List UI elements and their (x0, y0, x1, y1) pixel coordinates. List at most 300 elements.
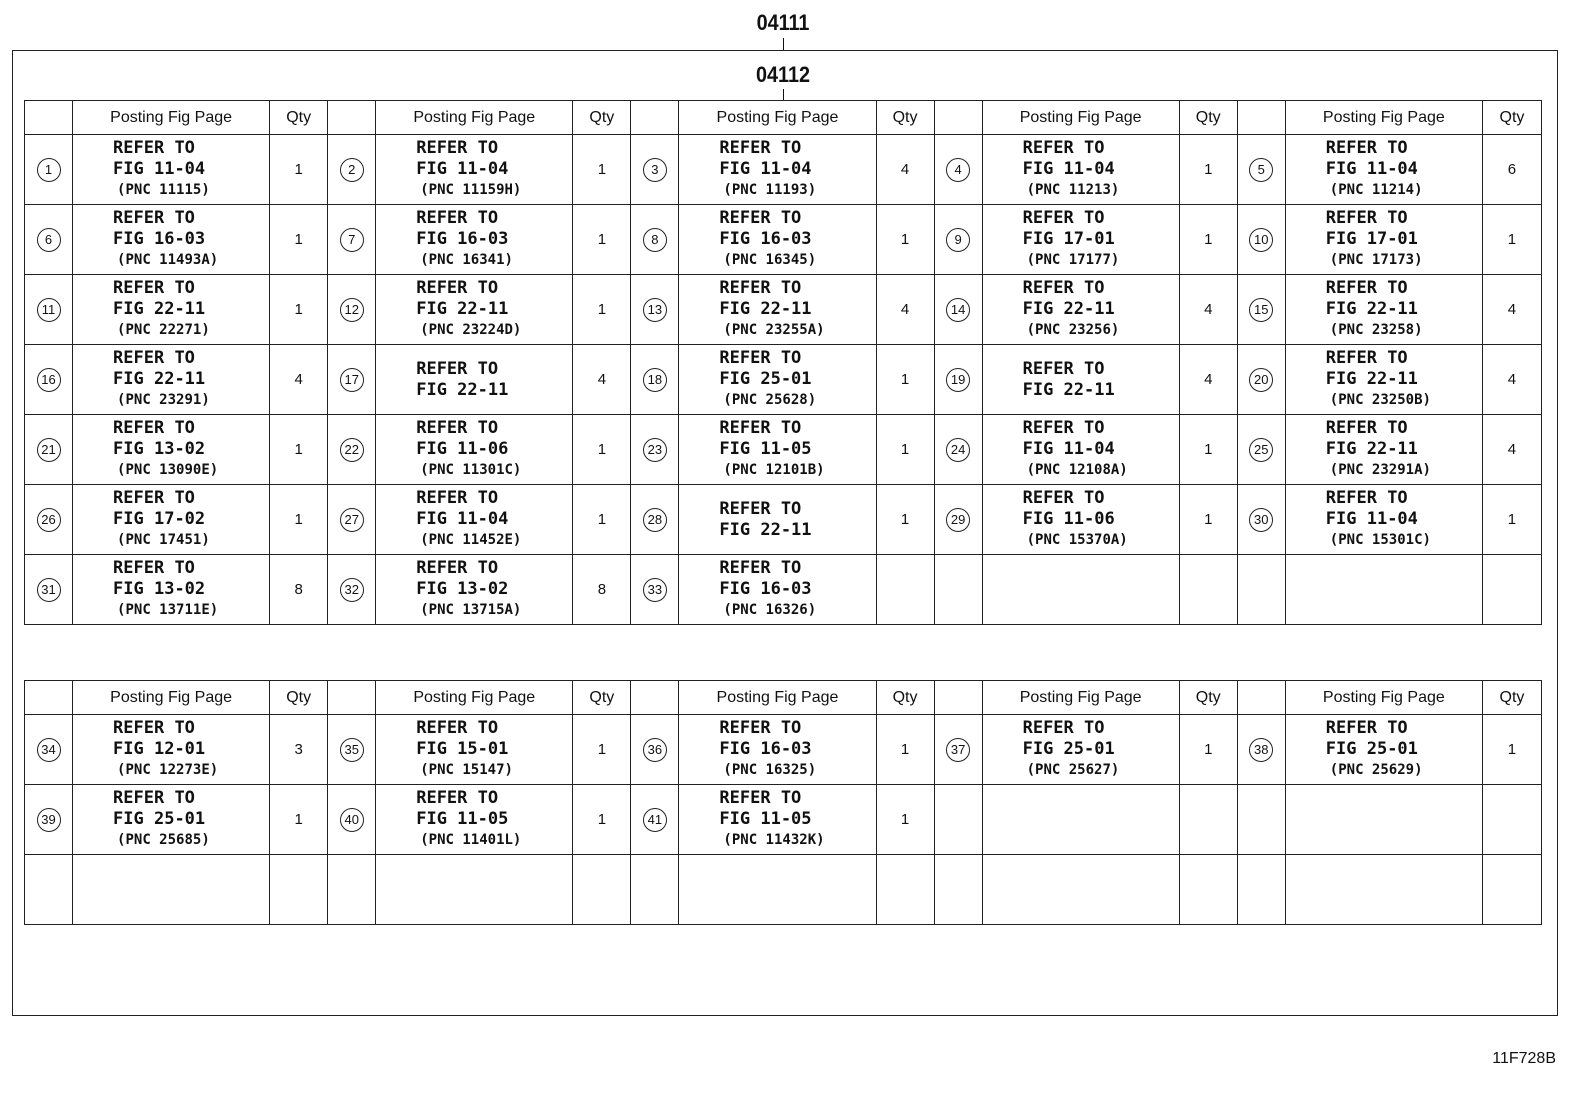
refer-to-text: REFER TO (1325, 488, 1408, 508)
item-number-badge: 1 (37, 158, 61, 182)
fig-ref-text: FIG 22-11 (416, 299, 509, 319)
qty-cell: 1 (573, 785, 631, 855)
assembly-label-04111: 04111 (756, 10, 810, 35)
item-number-badge: 15 (1249, 298, 1273, 322)
reference-cell (73, 345, 270, 415)
qty-cell: 3 (270, 715, 328, 785)
item-number-cell (1237, 415, 1285, 485)
header-posting-fig-page: Posting Fig Page (1285, 681, 1482, 715)
qty-cell: 1 (1482, 205, 1541, 275)
item-number-cell (328, 275, 376, 345)
fig-ref-text: FIG 11-04 (113, 159, 206, 179)
refer-to-text: REFER TO (1022, 718, 1105, 738)
item-number-cell (631, 715, 679, 785)
qty-cell: 8 (270, 555, 328, 625)
refer-to-text: REFER TO (719, 348, 802, 368)
item-number-cell (25, 205, 73, 275)
fig-ref-text: FIG 11-06 (416, 439, 509, 459)
item-number-cell (328, 855, 376, 925)
reference-cell (376, 855, 573, 925)
item-number-badge: 7 (340, 228, 364, 252)
qty-cell: 6 (1482, 135, 1541, 205)
pnc-text: (PNC 25629) (1329, 762, 1423, 778)
pnc-text: (PNC 11193) (723, 182, 817, 198)
fig-ref-text: FIG 22-11 (1325, 299, 1418, 319)
refer-to-text: REFER TO (416, 278, 499, 298)
fig-ref-text: FIG 25-01 (113, 809, 206, 829)
item-number-badge: 10 (1249, 228, 1273, 252)
reference-cell (679, 485, 876, 555)
qty-cell: 4 (1179, 275, 1237, 345)
qty-cell (573, 855, 631, 925)
pnc-text: (PNC 11214) (1329, 182, 1423, 198)
fig-ref-text: FIG 17-01 (1022, 229, 1115, 249)
item-number-cell (934, 855, 982, 925)
qty-cell: 1 (270, 485, 328, 555)
fig-ref-text: FIG 11-04 (1022, 439, 1115, 459)
header-qty: Qty (1179, 101, 1237, 135)
refer-to-text: REFER TO (113, 718, 195, 738)
fig-ref-text: FIG 15-01 (416, 739, 509, 759)
item-number-badge: 29 (946, 508, 970, 532)
pnc-text: (PNC 12273E) (117, 762, 219, 778)
item-number-cell (25, 345, 73, 415)
reference-cell (1285, 715, 1482, 785)
item-number-cell (631, 855, 679, 925)
item-number-cell (1237, 555, 1285, 625)
item-number-badge: 21 (37, 438, 61, 462)
item-number-badge: 22 (340, 438, 364, 462)
pnc-text: (PNC 11301C) (420, 462, 522, 478)
item-number-badge: 12 (340, 298, 364, 322)
qty-cell: 1 (270, 135, 328, 205)
qty-cell: 1 (1179, 485, 1237, 555)
qty-cell: 1 (876, 715, 934, 785)
item-number-badge: 31 (37, 578, 61, 602)
fig-ref-text: FIG 22-11 (1022, 379, 1115, 400)
refer-to-text: REFER TO (416, 788, 499, 808)
qty-cell: 4 (270, 345, 328, 415)
item-number-cell (25, 855, 73, 925)
item-number-cell (934, 135, 982, 205)
refer-to-text: REFER TO (719, 138, 802, 158)
item-number-badge: 28 (643, 508, 667, 532)
pnc-text: (PNC 25627) (1026, 762, 1120, 778)
pnc-text: (PNC 11159H) (420, 182, 522, 198)
fig-ref-text: FIG 22-11 (1325, 439, 1418, 459)
item-number-cell (328, 715, 376, 785)
item-number-cell (631, 555, 679, 625)
item-number-cell (934, 275, 982, 345)
reference-cell (679, 855, 876, 925)
qty-cell (1482, 785, 1541, 855)
item-number-badge: 35 (340, 738, 364, 762)
item-number-cell (631, 275, 679, 345)
reference-cell (679, 275, 876, 345)
item-number-badge: 9 (946, 228, 970, 252)
refer-to-text: REFER TO (719, 208, 802, 228)
qty-cell: 1 (1179, 415, 1237, 485)
item-number-badge: 13 (643, 298, 667, 322)
qty-cell: 1 (270, 415, 328, 485)
pnc-text: (PNC 15147) (420, 762, 513, 778)
reference-cell (1285, 415, 1482, 485)
pnc-text: (PNC 16341) (420, 252, 513, 268)
fig-ref-text: FIG 22-11 (719, 299, 812, 319)
item-number-cell (934, 205, 982, 275)
pnc-text: (PNC 16325) (723, 762, 817, 778)
refer-to-text: REFER TO (1325, 208, 1408, 228)
qty-cell (876, 555, 934, 625)
header-qty: Qty (1179, 681, 1237, 715)
header-posting-fig-page: Posting Fig Page (376, 101, 573, 135)
reference-cell (376, 415, 573, 485)
header-number-cell (1237, 681, 1285, 715)
reference-cell (679, 555, 876, 625)
reference-cell (982, 415, 1179, 485)
header-posting-fig-page: Posting Fig Page (73, 681, 270, 715)
reference-cell (376, 485, 573, 555)
reference-cell (1285, 345, 1482, 415)
table-row (25, 415, 1542, 485)
item-number-cell (631, 785, 679, 855)
item-number-cell (1237, 135, 1285, 205)
table-header-row (25, 681, 1542, 715)
qty-cell: 4 (1482, 345, 1541, 415)
item-number-cell (631, 135, 679, 205)
fig-ref-text: FIG 16-03 (416, 229, 509, 249)
item-number-cell (328, 345, 376, 415)
pnc-text: (PNC 13715A) (420, 602, 522, 618)
qty-cell (1179, 555, 1237, 625)
fig-ref-text: FIG 22-11 (113, 299, 206, 319)
assembly-label-04112: 04112 (756, 62, 810, 87)
item-number-cell (1237, 345, 1285, 415)
refer-to-text: REFER TO (719, 418, 802, 438)
header-number-cell (934, 101, 982, 135)
refer-to-text: REFER TO (1022, 488, 1105, 508)
qty-cell (270, 855, 328, 925)
item-number-badge: 14 (946, 298, 970, 322)
header-posting-fig-page: Posting Fig Page (1285, 101, 1482, 135)
qty-cell: 1 (876, 205, 934, 275)
qty-cell: 1 (876, 485, 934, 555)
pnc-text: (PNC 17451) (117, 532, 210, 548)
item-number-badge: 36 (643, 738, 667, 762)
header-number-cell (328, 681, 376, 715)
item-number-cell (328, 205, 376, 275)
refer-to-text: REFER TO (113, 488, 195, 508)
qty-cell: 1 (1482, 485, 1541, 555)
header-posting-fig-page: Posting Fig Page (679, 681, 876, 715)
qty-cell: 1 (1179, 205, 1237, 275)
refer-to-text: REFER TO (1022, 418, 1105, 438)
reference-cell (1285, 205, 1482, 275)
refer-to-text: REFER TO (416, 138, 499, 158)
qty-cell: 1 (270, 205, 328, 275)
fig-ref-text: FIG 22-11 (416, 379, 509, 400)
qty-cell: 1 (1179, 715, 1237, 785)
reference-cell (679, 415, 876, 485)
item-number-cell (328, 415, 376, 485)
item-number-badge: 8 (643, 228, 667, 252)
item-number-badge: 11 (37, 298, 61, 322)
pnc-text: (PNC 17173) (1329, 252, 1423, 268)
pnc-text: (PNC 13711E) (117, 602, 219, 618)
reference-cell (73, 135, 270, 205)
reference-cell (679, 205, 876, 275)
item-number-badge: 20 (1249, 368, 1273, 392)
refer-to-text: REFER TO (719, 558, 802, 578)
refer-to-text: REFER TO (113, 788, 195, 808)
qty-cell: 1 (573, 415, 631, 485)
refer-to-text: REFER TO (1325, 138, 1408, 158)
header-qty: Qty (573, 101, 631, 135)
item-number-badge: 24 (946, 438, 970, 462)
item-number-badge: 30 (1249, 508, 1273, 532)
pnc-text: (PNC 22271) (117, 322, 210, 338)
refer-to-text: REFER TO (719, 278, 802, 298)
table-row (25, 135, 1542, 205)
reference-cell (982, 485, 1179, 555)
item-number-cell (1237, 785, 1285, 855)
header-posting-fig-page: Posting Fig Page (679, 101, 876, 135)
item-number-cell (934, 715, 982, 785)
refer-to-text: REFER TO (719, 498, 802, 519)
fig-ref-text: FIG 11-04 (416, 159, 509, 179)
item-number-cell (1237, 855, 1285, 925)
pnc-text: (PNC 16326) (723, 602, 817, 618)
item-number-badge: 32 (340, 578, 364, 602)
item-number-cell (1237, 715, 1285, 785)
item-number-badge: 5 (1249, 158, 1273, 182)
header-qty: Qty (876, 101, 934, 135)
reference-cell (73, 715, 270, 785)
table-row (25, 485, 1542, 555)
reference-cell (982, 345, 1179, 415)
item-number-cell (25, 135, 73, 205)
header-number-cell (631, 101, 679, 135)
reference-cell (1285, 135, 1482, 205)
illustration-code: 11F728B (1492, 1050, 1556, 1067)
header-qty: Qty (270, 681, 328, 715)
item-number-badge: 39 (37, 808, 61, 832)
pnc-text: (PNC 25628) (723, 392, 817, 408)
refer-to-text: REFER TO (719, 718, 802, 738)
fig-ref-text: FIG 11-04 (1022, 159, 1115, 179)
reference-cell (982, 855, 1179, 925)
item-number-cell (1237, 205, 1285, 275)
qty-cell: 1 (573, 275, 631, 345)
pnc-text: (PNC 23224D) (420, 322, 522, 338)
fig-ref-text: FIG 22-11 (1022, 299, 1115, 319)
leader-line-04111 (783, 38, 784, 50)
pnc-text: (PNC 23291) (117, 392, 210, 408)
reference-cell (679, 345, 876, 415)
item-number-cell (328, 555, 376, 625)
reference-cell (376, 785, 573, 855)
refer-to-text: REFER TO (1022, 138, 1105, 158)
item-number-badge: 16 (37, 368, 61, 392)
pnc-text: (PNC 23258) (1329, 322, 1423, 338)
item-number-cell (25, 715, 73, 785)
pnc-text: (PNC 11401L) (420, 832, 522, 848)
item-number-cell (25, 785, 73, 855)
fig-ref-text: FIG 22-11 (719, 519, 812, 540)
pnc-text: (PNC 23291A) (1329, 462, 1431, 478)
table-row (25, 555, 1542, 625)
item-number-badge: 33 (643, 578, 667, 602)
refer-to-text: REFER TO (416, 718, 499, 738)
pnc-text: (PNC 11452E) (420, 532, 522, 548)
item-number-cell (631, 415, 679, 485)
fig-ref-text: FIG 16-03 (719, 579, 812, 599)
qty-cell: 4 (1179, 345, 1237, 415)
item-number-badge: 41 (643, 808, 667, 832)
pnc-text: (PNC 12108A) (1026, 462, 1128, 478)
header-number-cell (25, 101, 73, 135)
fig-ref-text: FIG 16-03 (113, 229, 206, 249)
qty-cell: 4 (1482, 415, 1541, 485)
item-number-badge: 3 (643, 158, 667, 182)
pnc-text: (PNC 15370A) (1026, 532, 1128, 548)
qty-cell: 1 (1179, 135, 1237, 205)
reference-cell (376, 715, 573, 785)
header-qty: Qty (876, 681, 934, 715)
header-number-cell (934, 681, 982, 715)
fig-ref-text: FIG 25-01 (1022, 739, 1115, 759)
qty-cell: 1 (876, 345, 934, 415)
item-number-badge: 23 (643, 438, 667, 462)
item-number-cell (934, 415, 982, 485)
reference-cell (376, 275, 573, 345)
qty-cell: 4 (876, 275, 934, 345)
item-number-cell (1237, 275, 1285, 345)
reference-cell (982, 785, 1179, 855)
item-number-cell (25, 415, 73, 485)
refer-to-text: REFER TO (416, 418, 499, 438)
table-row (25, 855, 1542, 925)
qty-cell: 1 (573, 485, 631, 555)
reference-cell (73, 785, 270, 855)
reference-cell (376, 205, 573, 275)
reference-cell (982, 715, 1179, 785)
item-number-badge: 38 (1249, 738, 1273, 762)
fig-ref-text: FIG 16-03 (719, 229, 812, 249)
qty-cell: 4 (1482, 275, 1541, 345)
table-row (25, 275, 1542, 345)
header-qty: Qty (1482, 681, 1541, 715)
pnc-text: (PNC 17177) (1026, 252, 1120, 268)
fig-ref-text: FIG 25-01 (719, 369, 812, 389)
fig-ref-text: FIG 11-05 (416, 809, 509, 829)
fig-ref-text: FIG 25-01 (1325, 739, 1418, 759)
pnc-text: (PNC 25685) (117, 832, 210, 848)
reference-cell (376, 135, 573, 205)
table-row (25, 205, 1542, 275)
item-number-badge: 40 (340, 808, 364, 832)
reference-table-1 (24, 100, 1542, 625)
reference-cell (1285, 785, 1482, 855)
pnc-text: (PNC 15301C) (1329, 532, 1431, 548)
qty-cell (1482, 555, 1541, 625)
fig-ref-text: FIG 11-05 (719, 809, 812, 829)
qty-cell: 1 (573, 715, 631, 785)
refer-to-text: REFER TO (1325, 718, 1408, 738)
refer-to-text: REFER TO (113, 558, 195, 578)
item-number-cell (328, 485, 376, 555)
refer-to-text: REFER TO (1325, 278, 1408, 298)
item-number-badge: 25 (1249, 438, 1273, 462)
item-number-cell (631, 205, 679, 275)
item-number-badge: 19 (946, 368, 970, 392)
refer-to-text: REFER TO (113, 208, 195, 228)
reference-cell (1285, 275, 1482, 345)
header-number-cell (25, 681, 73, 715)
refer-to-text: REFER TO (113, 278, 195, 298)
qty-cell: 1 (270, 275, 328, 345)
fig-ref-text: FIG 11-04 (1325, 509, 1418, 529)
fig-ref-text: FIG 13-02 (113, 439, 206, 459)
header-posting-fig-page: Posting Fig Page (73, 101, 270, 135)
item-number-badge: 37 (946, 738, 970, 762)
refer-to-text: REFER TO (416, 208, 499, 228)
refer-to-text: REFER TO (416, 358, 499, 379)
item-number-cell (631, 485, 679, 555)
pnc-text: (PNC 23250B) (1329, 392, 1431, 408)
item-number-cell (25, 275, 73, 345)
item-number-badge: 27 (340, 508, 364, 532)
pnc-text: (PNC 16345) (723, 252, 817, 268)
qty-cell: 4 (876, 135, 934, 205)
qty-cell: 1 (573, 135, 631, 205)
item-number-badge: 4 (946, 158, 970, 182)
fig-ref-text: FIG 12-01 (113, 739, 206, 759)
fig-ref-text: FIG 11-04 (719, 159, 812, 179)
item-number-badge: 34 (37, 738, 61, 762)
reference-cell (376, 345, 573, 415)
pnc-text: (PNC 12101B) (723, 462, 825, 478)
pnc-text: (PNC 11493A) (117, 252, 219, 268)
fig-ref-text: FIG 13-02 (113, 579, 206, 599)
fig-ref-text: FIG 22-11 (113, 369, 206, 389)
pnc-text: (PNC 11115) (117, 182, 210, 198)
table-row (25, 715, 1542, 785)
reference-cell (982, 275, 1179, 345)
item-number-cell (934, 785, 982, 855)
item-number-cell (328, 135, 376, 205)
header-qty: Qty (573, 681, 631, 715)
table-row (25, 345, 1542, 415)
qty-cell (1482, 855, 1541, 925)
reference-cell (982, 205, 1179, 275)
header-number-cell (328, 101, 376, 135)
qty-cell: 1 (573, 205, 631, 275)
qty-cell (1179, 785, 1237, 855)
pnc-text: (PNC 23256) (1026, 322, 1120, 338)
qty-cell: 1 (270, 785, 328, 855)
table-header-row (25, 101, 1542, 135)
qty-cell: 8 (573, 555, 631, 625)
fig-ref-text: FIG 11-05 (719, 439, 812, 459)
item-number-cell (934, 345, 982, 415)
refer-to-text: REFER TO (1325, 348, 1408, 368)
reference-cell (679, 135, 876, 205)
item-number-badge: 26 (37, 508, 61, 532)
fig-ref-text: FIG 16-03 (719, 739, 812, 759)
refer-to-text: REFER TO (113, 418, 195, 438)
header-qty: Qty (270, 101, 328, 135)
